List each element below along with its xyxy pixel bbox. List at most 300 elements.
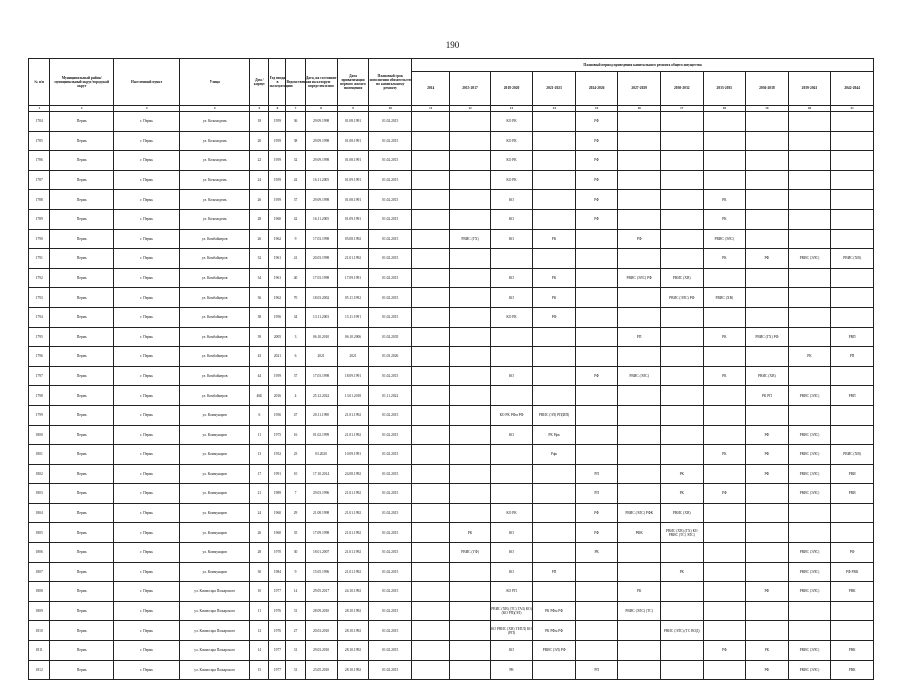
table-cell [490,249,533,269]
table-cell [618,484,661,504]
table-cell: КО [490,209,533,229]
table-cell: РФ [703,641,746,661]
table-cell [618,151,661,171]
table-cell: 11 [250,601,269,621]
table-cell [412,307,450,327]
table-cell: 29 [286,503,305,523]
table-cell [831,209,874,229]
table-cell [746,562,789,582]
table-cell [660,347,703,367]
column-number: 10 [369,106,412,112]
table-cell [450,151,490,171]
table-cell: Рфк [533,445,576,465]
column-number: 6 [269,106,286,112]
header-share: Ведомственная [286,59,305,106]
column-number: 7 [286,106,305,112]
table-cell: РК [788,347,831,367]
table-cell: г. Пермь [114,112,180,132]
table-cell: 6 [250,405,269,425]
table-cell: 10 [286,464,305,484]
table-cell [788,268,831,288]
table-row [29,425,874,445]
table-row [29,366,874,386]
table-cell: 44 [250,366,269,386]
table-cell: 1975 [269,425,286,445]
table-cell: 34 [250,268,269,288]
table-cell: КО [490,366,533,386]
table-cell [490,464,533,484]
table-cell: 17 [250,464,269,484]
table-cell: 1787 [29,170,50,190]
table-cell: 01.02.2015 [369,582,412,602]
table-cell: Пермь [50,484,114,504]
table-cell [746,484,789,504]
table-cell: г. Пермь [114,601,180,621]
table-cell: 1970 [269,543,286,563]
table-cell: РФ [746,249,789,269]
table-cell: 1960 [269,523,286,543]
table-cell [746,288,789,308]
table-cell: 12 [250,621,269,641]
table-cell [412,288,450,308]
table-cell: г. Пермь [114,543,180,563]
table-cell [618,170,661,190]
table-cell [450,445,490,465]
table-cell: 2016 [269,386,286,406]
table-cell: 13.11.1991 [337,307,369,327]
table-cell: РК [703,190,746,210]
table-row [29,405,874,425]
table-cell: РФ [746,660,789,680]
table-cell: 01.09.1991 [337,170,369,190]
table-cell: Пермь [50,249,114,269]
table-cell: Пермь [50,425,114,445]
table-cell [575,347,618,367]
table-cell: г. Пермь [114,307,180,327]
table-cell: 18.09.1991 [337,366,369,386]
table-cell: Пермь [50,445,114,465]
table-cell [660,445,703,465]
table-cell: 1809 [29,601,50,621]
table-cell: 18.03.2002 [305,288,337,308]
table-row [29,601,874,621]
table-cell: 1977 [269,582,286,602]
table-cell [746,190,789,210]
table-cell: 1811 [29,641,50,661]
table-cell [703,464,746,484]
table-cell: 01.02.1999 [305,425,337,445]
table-cell [788,523,831,543]
table-cell: РФ [831,543,874,563]
table-cell: 01.02.2015 [369,307,412,327]
table-cell: РК РФм РФ [533,601,576,621]
table-cell [831,112,874,132]
header-date-privatization: Дата приватизации первого жилого помещения [337,59,369,106]
table-cell: РК РФм РФ [533,621,576,641]
table-cell: 10.09.1991 [337,445,369,465]
header-municipality: Муниципальный район/ муниципальный округ/городской округ [50,59,114,106]
table-cell: РФ [703,484,746,504]
table-cell: РК РП [746,386,789,406]
table-cell: РВИС (ЭЛС) (ТС ВОД) [660,621,703,641]
table-cell: Пермь [50,543,114,563]
table-cell [746,268,789,288]
table-cell: 28.10.1992 [337,601,369,621]
table-cell [575,288,618,308]
table-cell: ул. Козьмодемь [180,151,250,171]
table-cell [618,562,661,582]
table-cell: 1807 [29,562,50,582]
table-cell: г. Пермь [114,366,180,386]
table-cell [412,209,450,229]
table-cell [450,562,490,582]
table-cell [450,503,490,523]
table-cell: 29.09.1998 [305,151,337,171]
table-cell: РВИС (ХВ) [660,268,703,288]
table-cell [450,112,490,132]
table-cell [450,405,490,425]
table-cell: 01.02.2015 [369,562,412,582]
table-cell [746,503,789,523]
table-cell: РФ [575,170,618,190]
table-cell: РК [703,445,746,465]
table-cell [746,621,789,641]
table-cell: КО [490,229,533,249]
table-cell: 1962 [269,229,286,249]
column-number: 18 [703,106,746,112]
table-cell: КО РК [490,151,533,171]
table-cell: 14 [250,641,269,661]
table-cell [575,249,618,269]
table-cell: РВИС (ГФ) [450,543,490,563]
table-cell: г. Пермь [114,562,180,582]
table-cell [450,386,490,406]
table-cell: 15 [250,660,269,680]
table-cell: г. Пермь [114,268,180,288]
table-cell: 01.02.2015 [369,209,412,229]
table-row [29,562,874,582]
table-cell [831,425,874,445]
table-cell: 9 [286,229,305,249]
table-cell: 20.11.1990 [305,405,337,425]
table-cell: 20.03.1998 [305,249,337,269]
table-cell [703,151,746,171]
table-cell: КО [490,288,533,308]
table-cell: КО РВИС (ХВ) ТЕПЛ) КО (РП) [490,621,533,641]
table-cell: РВИС (ЭЛС) [618,366,661,386]
table-cell [831,307,874,327]
table-cell [618,190,661,210]
table-cell: 06.10.2010 [305,327,337,347]
table-cell: РВИС (ХВ) [660,503,703,523]
table-cell: РВИС (ЭЛ) РП(ИП) [533,405,576,425]
table-cell: 26 [250,523,269,543]
table-cell: 17.09.1991 [337,268,369,288]
table-cell: г. Пермь [114,190,180,210]
table-cell: 1976 [269,601,286,621]
table-cell [788,229,831,249]
table-cell: г. Пермь [114,386,180,406]
table-cell: Пермь [50,582,114,602]
table-cell [746,543,789,563]
table-cell [575,405,618,425]
table-cell: г. Пермь [114,288,180,308]
table-cell: ул. Комиссара Пожарского [180,660,250,680]
table-cell: Пермь [50,641,114,661]
table-cell: г. Пермь [114,503,180,523]
table-cell [450,582,490,602]
table-cell: 01.02.2015 [369,641,412,661]
table-cell [788,503,831,523]
table-cell [660,307,703,327]
table-cell: КО [490,190,533,210]
header-period: 2042-2044 [831,72,874,106]
table-cell: 1960 [269,503,286,523]
table-cell [618,249,661,269]
column-number: 19 [746,106,789,112]
table-cell: РФ РВК [831,562,874,582]
table-cell [412,562,450,582]
table-cell: ул. Комиссара Пожарского [180,641,250,661]
table-cell: 01.08.1991 [337,151,369,171]
table-cell: 01.02.2035 [369,327,412,347]
table-cell [831,190,874,210]
table-cell: 29.03.1996 [305,484,337,504]
table-body [29,112,874,680]
table-cell: 1803 [29,484,50,504]
table-cell: 1959 [269,366,286,386]
table-cell: 01.02.2015 [369,464,412,484]
table-cell: 03.2020 [305,445,337,465]
table-cell: 28.10.1992 [337,621,369,641]
table-cell: 1802 [29,464,50,484]
table-cell [660,249,703,269]
table-cell: КО РК [490,170,533,190]
table-cell [533,484,576,504]
table-cell [788,307,831,327]
table-cell [788,131,831,151]
table-cell: 2005 [269,327,286,347]
table-cell: Пермь [50,562,114,582]
table-cell [746,112,789,132]
table-cell: РВИС (ХВ) [746,366,789,386]
table-cell [831,268,874,288]
table-cell: 05.11.1992 [337,288,369,308]
table-cell: г. Пермь [114,641,180,661]
table-cell: ул. Козьмодемь [180,170,250,190]
table-cell: РВИС (ЭЛС) [788,386,831,406]
table-cell: Пермь [50,621,114,641]
table-cell: РВИС (ЭЛС) (ТС) [618,601,661,621]
table-cell: Пермь [50,229,114,249]
table-cell: 21.01.1992 [337,543,369,563]
table-cell: 1959 [269,151,286,171]
table-cell: 21.01.1992 [337,425,369,445]
table-cell: г. Пермь [114,170,180,190]
column-number: 14 [533,106,576,112]
table-cell: РВИС (ЭЛС) [788,562,831,582]
column-number: 15 [575,106,618,112]
table-cell: г. Пермь [114,425,180,445]
header-period: 2021-2023 [533,72,576,106]
table-cell [412,523,450,543]
table-cell: ул. Коммунаров [180,464,250,484]
table-cell [575,641,618,661]
table-cell [618,386,661,406]
table-cell: Пермь [50,327,114,347]
table-cell: г. Пермь [114,445,180,465]
table-cell: 70 [286,288,305,308]
table-cell [575,229,618,249]
table-cell: Пермь [50,660,114,680]
table-cell [412,543,450,563]
table-cell [618,425,661,445]
table-cell: 21 [250,484,269,504]
table-cell: 29.09.1998 [305,190,337,210]
table-row [29,229,874,249]
table-cell [450,288,490,308]
table-cell: 21.01.1992 [337,405,369,425]
table-cell: Пермь [50,190,114,210]
table-cell: РВИС (ЭЛС) [788,641,831,661]
table-cell: 39 [250,327,269,347]
table-cell: г. Пермь [114,249,180,269]
table-cell [533,327,576,347]
table-cell [533,523,576,543]
table-cell [412,347,450,367]
table-row [29,641,874,661]
table-cell: РК [660,484,703,504]
table-cell: 01.08.1991 [337,112,369,132]
table-cell: г. Пермь [114,405,180,425]
header-period: 2015-2017 [450,72,490,106]
table-cell: РФ [746,425,789,445]
table-cell [412,405,450,425]
table-cell: ул. Комбайнеров [180,347,250,367]
table-cell: КО РК [490,112,533,132]
table-cell [490,445,533,465]
table-cell [412,151,450,171]
table-cell: Пермь [50,601,114,621]
table-cell: ул. Коммунаров [180,425,250,445]
table-cell: 16.11.2005 [305,209,337,229]
table-cell [450,268,490,288]
table-cell: 1991 [269,464,286,484]
table-cell: Пермь [50,288,114,308]
header-year: Год ввода в эксплуатацию [269,59,286,106]
table-cell: РК [703,327,746,347]
table-cell: 30 [286,543,305,563]
table-cell: 1788 [29,190,50,210]
table-cell: 1806 [29,543,50,563]
table-cell [533,151,576,171]
table-cell [618,288,661,308]
table-row [29,288,874,308]
table-cell: ул. Комбайнеров [180,249,250,269]
table-cell: ул. Комбайнеров [180,268,250,288]
table-cell: ул. Козьмодемь [180,190,250,210]
table-cell: 01.02.2015 [369,621,412,641]
table-cell [618,347,661,367]
table-cell: 29.09.1998 [305,131,337,151]
table-header [29,59,874,112]
table-cell: 1804 [29,503,50,523]
table-cell: 21.01.1992 [337,249,369,269]
table-cell: 1962 [269,288,286,308]
table-cell: РВИС (ЭЛС) РФ [618,268,661,288]
table-cell: РВИС (ГХ) РФ [746,327,789,347]
column-number: 5 [250,106,269,112]
table-cell: 38 [286,131,305,151]
table-cell: Пермь [50,151,114,171]
table-cell: 28.10.1992 [337,641,369,661]
table-cell [412,641,450,661]
table-cell: РП [831,347,874,367]
table-cell: 1791 [29,249,50,269]
table-cell [412,503,450,523]
table-cell [575,562,618,582]
table-cell [533,112,576,132]
table-cell: РП [575,484,618,504]
table-cell [788,209,831,229]
table-cell: 1798 [29,386,50,406]
table-cell: 1792 [29,268,50,288]
table-cell [533,249,576,269]
header-house: Дом / корпус [250,59,269,106]
table-cell [660,112,703,132]
table-cell [703,347,746,367]
table-cell [412,582,450,602]
table-cell: РВИС (ХВ) [831,445,874,465]
table-cell: 01.02.2015 [369,288,412,308]
table-cell: 01.02.2015 [369,523,412,543]
table-cell: РФ [618,229,661,249]
table-cell [618,543,661,563]
table-cell [703,112,746,132]
column-number: 1 [29,106,50,112]
table-cell: РФ [575,131,618,151]
table-cell [831,621,874,641]
table-cell [703,307,746,327]
table-cell: ул. Козьмодемь [180,209,250,229]
table-cell [533,503,576,523]
table-cell [831,288,874,308]
table-cell: Пермь [50,503,114,523]
table-cell: КО [490,543,533,563]
table-cell [660,405,703,425]
table-cell: 1801 [29,445,50,465]
table-cell: 7 [286,484,305,504]
table-cell: 1797 [29,366,50,386]
table-cell [533,209,576,229]
table-cell: ул. Комбайнеров [180,288,250,308]
table-cell [703,425,746,445]
table-cell: 06.10.2006 [337,327,369,347]
table-cell: ул. Комбайнеров [180,327,250,347]
table-cell [575,327,618,347]
table-cell [660,386,703,406]
table-cell: 25 [286,445,305,465]
table-cell: 15.05.1996 [305,562,337,582]
table-cell [788,327,831,347]
table-cell: 31 [286,660,305,680]
table-cell: 01.11.2022 [369,386,412,406]
table-cell: 21.01.1992 [337,562,369,582]
table-cell [450,484,490,504]
table-cell: 1789 [29,209,50,229]
table-cell: 01.03.2026 [369,347,412,367]
table-cell [412,445,450,465]
